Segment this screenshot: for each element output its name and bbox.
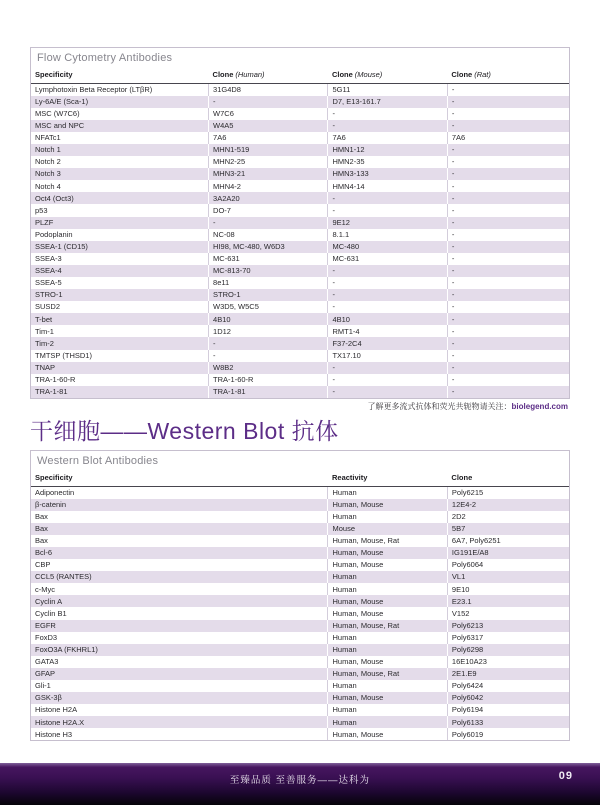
table-cell: Poly6298 (447, 644, 569, 656)
table-cell: - (328, 204, 447, 216)
table-cell: - (447, 350, 569, 362)
table-cell: W8B2 (209, 362, 328, 374)
table-cell: - (328, 374, 447, 386)
table-cell: - (447, 289, 569, 301)
col-header-specificity: Specificity (31, 67, 209, 83)
section-heading: 干细胞——Western Blot 抗体 (30, 418, 339, 444)
table-cell: SSEA-5 (35, 278, 62, 288)
table-cell: TNAP (31, 362, 209, 374)
table-cell: Histone H2A (35, 705, 78, 715)
col-header-clone: Clone (447, 470, 569, 486)
biolegend-note (30, 401, 568, 412)
table-cell: Poly6424 (447, 680, 569, 692)
table-row (31, 620, 569, 632)
table-cell: HI98, MC-480, W6D3 (209, 241, 328, 253)
table-row (31, 571, 569, 583)
col-header-specificity: Specificity (31, 470, 328, 486)
table-cell: β-catenin (31, 499, 328, 511)
table-cell: Poly6213 (447, 620, 569, 632)
table-cell: - (447, 96, 569, 108)
table-cell: 1D12 (209, 325, 328, 337)
footer-slogan: 至臻品质 至善服务——达科为 (229, 775, 371, 786)
table-cell: V152 (447, 607, 569, 619)
table-row (31, 132, 569, 144)
table-row (31, 511, 569, 523)
wb-table-title: Western Blot Antibodies (37, 455, 159, 467)
table-cell: W4A5 (209, 120, 328, 132)
flow-table-header-row (31, 67, 569, 83)
table-cell: Human, Mouse (328, 692, 447, 704)
footer-bar (0, 763, 600, 805)
table-cell: VL1 (447, 571, 569, 583)
table-cell: c-Myc (35, 584, 55, 594)
table-cell: IG191E/A8 (447, 547, 569, 559)
table-cell: Human (328, 716, 447, 728)
table-cell: TMTSP (THSD1) (35, 350, 92, 360)
table-cell: CCL5 (RANTES) (31, 571, 328, 583)
table-row (31, 607, 569, 619)
table-cell: - (447, 241, 569, 253)
table-cell: TRA-1-60-R (209, 374, 328, 386)
table-cell: Ly-6A/E (Sca-1) (31, 96, 209, 108)
table-cell: MHN2-25 (209, 156, 328, 168)
table-row (31, 301, 569, 313)
table-cell: - (328, 120, 447, 132)
table-cell: Human (328, 644, 447, 656)
biolegend-link[interactable]: biolegend.com (511, 402, 568, 411)
table-cell: 8e11 (209, 277, 328, 289)
table-cell: SUSD2 (35, 302, 61, 312)
table-cell: Cyclin A (31, 595, 328, 607)
table-cell: 16E10A23 (447, 656, 569, 668)
table-cell: - (447, 362, 569, 374)
table-cell: - (328, 277, 447, 289)
table-cell: W3D5, W5C5 (209, 301, 328, 313)
col-header-reactivity: Reactivity (328, 470, 447, 486)
table-cell: STRO-1 (31, 289, 209, 301)
table-cell: - (447, 277, 569, 289)
western-blot-table-box (30, 450, 570, 741)
table-cell: - (328, 362, 447, 374)
table-cell: Histone H2A.X (31, 716, 328, 728)
table-cell: W7C6 (209, 108, 328, 120)
table-row (31, 386, 569, 398)
table-cell: - (209, 350, 328, 362)
table-cell: Poly6194 (447, 704, 569, 716)
table-row (31, 716, 569, 728)
table-row (31, 289, 569, 301)
table-row (31, 204, 569, 216)
table-cell: Human, Mouse (328, 559, 447, 571)
table-cell: - (209, 337, 328, 349)
table-cell: - (447, 192, 569, 204)
table-cell: - (328, 265, 447, 277)
table-cell: - (447, 301, 569, 313)
table-cell: Mouse (328, 523, 447, 535)
page-number: 09 (558, 770, 573, 782)
table-cell: Human, Mouse (328, 595, 447, 607)
flow-cytometry-table (31, 67, 569, 398)
table-cell: - (447, 144, 569, 156)
table-cell: - (447, 325, 569, 337)
table-row (31, 680, 569, 692)
table-cell: SSEA-3 (35, 254, 62, 264)
table-cell: HMN3-133 (328, 168, 447, 180)
table-cell: Oct4 (Oct3) (31, 192, 209, 204)
table-cell: FoxD3 (35, 632, 58, 642)
table-cell: HMN4-14 (328, 180, 447, 192)
table-cell: 4B10 (328, 313, 447, 325)
table-cell: 7A6 (447, 132, 569, 144)
table-cell: Human (328, 511, 447, 523)
table-cell: - (447, 313, 569, 325)
table-cell: - (328, 301, 447, 313)
table-cell: Human, Mouse (328, 499, 447, 511)
table-cell: - (328, 386, 447, 398)
table-cell: - (447, 374, 569, 386)
table-cell: Bax (35, 536, 48, 546)
table-cell: - (447, 180, 569, 192)
table-cell: Tim-1 (35, 326, 54, 336)
table-cell: PLZF (31, 217, 209, 229)
table-row (31, 499, 569, 511)
table-cell: - (447, 229, 569, 241)
table-row (31, 253, 569, 265)
table-cell: NFATc1 (35, 133, 61, 143)
table-row (31, 547, 569, 559)
table-row (31, 229, 569, 241)
table-cell: MHN1-519 (209, 144, 328, 156)
table-row (31, 265, 569, 277)
table-cell: HMN1-12 (328, 144, 447, 156)
table-cell: 9E12 (328, 217, 447, 229)
table-cell: Poly6042 (447, 692, 569, 704)
table-cell: - (447, 108, 569, 120)
table-row (31, 644, 569, 656)
table-cell: FoxO3A (FKHRL1) (31, 644, 328, 656)
table-cell: MC-480 (328, 241, 447, 253)
table-cell: - (447, 120, 569, 132)
table-cell: - (447, 265, 569, 277)
table-cell: 6A7, Poly6251 (447, 535, 569, 547)
table-cell: - (447, 253, 569, 265)
table-cell: - (209, 96, 328, 108)
table-cell: GSK-3β (31, 692, 328, 704)
table-cell: T-bet (31, 313, 209, 325)
table-cell: - (447, 156, 569, 168)
table-row (31, 313, 569, 325)
table-cell: p53 (35, 205, 48, 215)
table-cell: - (447, 337, 569, 349)
table-cell: TRA-1-81 (31, 386, 209, 398)
table-cell: MC-631 (209, 253, 328, 265)
note-text: 了解更多流式抗体和荧光共轭物请关注： (367, 402, 512, 411)
table-cell: HMN2-35 (328, 156, 447, 168)
table-cell: Poly6133 (447, 716, 569, 728)
table-cell: MHN3-21 (209, 168, 328, 180)
table-cell: Bax (31, 523, 328, 535)
table-cell: Human (328, 680, 447, 692)
table-row (31, 595, 569, 607)
table-cell: Human (328, 583, 447, 595)
table-cell: - (447, 217, 569, 229)
table-row (31, 535, 569, 547)
table-row (31, 277, 569, 289)
table-row (31, 583, 569, 595)
table-cell: - (328, 289, 447, 301)
table-row (31, 692, 569, 704)
table-row (31, 156, 569, 168)
table-cell: CBP (35, 560, 51, 570)
table-row (31, 120, 569, 132)
table-row (31, 217, 569, 229)
table-cell: - (447, 83, 569, 96)
table-cell: Histone H3 (35, 729, 73, 739)
table-cell: GATA3 (35, 657, 59, 667)
table-cell: 7A6 (209, 132, 328, 144)
table-cell: 5B7 (447, 523, 569, 535)
table-cell: MC-813-70 (209, 265, 328, 277)
table-cell: - (447, 168, 569, 180)
table-cell: F37-2C4 (328, 337, 447, 349)
table-cell: Notch 2 (35, 157, 61, 167)
table-cell: - (328, 108, 447, 120)
table-cell: STRO-1 (209, 289, 328, 301)
table-row (31, 728, 569, 740)
table-row (31, 374, 569, 386)
table-row (31, 96, 569, 108)
table-row (31, 83, 569, 96)
table-row (31, 559, 569, 571)
flow-table-title: Flow Cytometry Antibodies (37, 52, 173, 64)
table-cell: Human (328, 704, 447, 716)
table-row (31, 362, 569, 374)
table-row (31, 486, 569, 499)
table-row (31, 656, 569, 668)
table-cell: - (328, 192, 447, 204)
table-row (31, 168, 569, 180)
table-cell: MHN4-2 (209, 180, 328, 192)
table-cell: SSEA-1 (CD15) (31, 241, 209, 253)
table-cell: Poly6317 (447, 632, 569, 644)
table-row (31, 180, 569, 192)
table-cell: 9E10 (447, 583, 569, 595)
table-cell: 31G4D8 (209, 83, 328, 96)
table-cell: Notch 4 (35, 181, 61, 191)
table-cell: - (447, 386, 569, 398)
table-cell: 8.1.1 (328, 229, 447, 241)
table-cell: MSC (W7C6) (35, 108, 80, 118)
table-row (31, 241, 569, 253)
table-cell: Human, Mouse, Rat (328, 535, 447, 547)
table-row (31, 192, 569, 204)
table-cell: Bcl-6 (31, 547, 328, 559)
table-cell: 5G11 (328, 83, 447, 96)
table-cell: Notch 3 (31, 168, 209, 180)
table-cell: EGFR (31, 620, 328, 632)
table-row (31, 704, 569, 716)
table-cell: NC-08 (209, 229, 328, 241)
table-cell: 7A6 (328, 132, 447, 144)
table-cell: GFAP (31, 668, 328, 680)
western-blot-table (31, 470, 569, 740)
table-cell: Notch 1 (31, 144, 209, 156)
table-cell: SSEA-4 (31, 265, 209, 277)
table-row (31, 668, 569, 680)
table-cell: Human, Mouse (328, 728, 447, 740)
table-cell: Podoplanin (35, 229, 73, 239)
table-cell: Human (328, 632, 447, 644)
table-cell: Cyclin B1 (35, 608, 67, 618)
table-cell: 4B10 (209, 313, 328, 325)
table-row (31, 144, 569, 156)
table-cell: - (447, 204, 569, 216)
table-cell: Gli-1 (35, 681, 51, 691)
table-cell: 3A2A20 (209, 192, 328, 204)
table-cell: 2E1.E9 (447, 668, 569, 680)
col-header-clone-mouse: Clone (Mouse) (328, 67, 447, 83)
table-cell: E23.1 (447, 595, 569, 607)
table-cell: TX17.10 (328, 350, 447, 362)
table-cell: RMT1-4 (328, 325, 447, 337)
table-cell: Human, Mouse (328, 547, 447, 559)
col-header-clone-rat: Clone (Rat) (447, 67, 569, 83)
table-cell: D7, E13-161.7 (328, 96, 447, 108)
table-cell: Human (328, 571, 447, 583)
flow-cytometry-table-box (30, 47, 570, 399)
table-cell: Tim-2 (31, 337, 209, 349)
wb-table-header-row (31, 470, 569, 486)
table-row (31, 325, 569, 337)
table-cell: Human, Mouse (328, 656, 447, 668)
table-cell: TRA-1-81 (209, 386, 328, 398)
table-cell: DO-7 (209, 204, 328, 216)
table-cell: 2D2 (447, 511, 569, 523)
table-cell: Human (328, 486, 447, 499)
table-cell: Lymphotoxin Beta Receptor (LTβR) (35, 84, 153, 94)
table-cell: - (209, 217, 328, 229)
col-header-clone-human: Clone (Human) (209, 67, 328, 83)
table-cell: TRA-1-60-R (35, 375, 76, 385)
table-row (31, 350, 569, 362)
table-cell: Human, Mouse, Rat (328, 668, 447, 680)
table-cell: Poly6019 (447, 728, 569, 740)
table-cell: MSC and NPC (31, 120, 209, 132)
table-cell: Adiponectin (35, 487, 75, 497)
table-cell: 12E4-2 (447, 499, 569, 511)
table-row (31, 108, 569, 120)
table-cell: Poly6064 (447, 559, 569, 571)
table-row (31, 337, 569, 349)
table-cell: Human, Mouse, Rat (328, 620, 447, 632)
table-row (31, 632, 569, 644)
table-cell: Poly6215 (447, 486, 569, 499)
table-cell: Human, Mouse (328, 607, 447, 619)
table-row (31, 523, 569, 535)
table-cell: Bax (35, 511, 48, 521)
table-cell: MC-631 (328, 253, 447, 265)
